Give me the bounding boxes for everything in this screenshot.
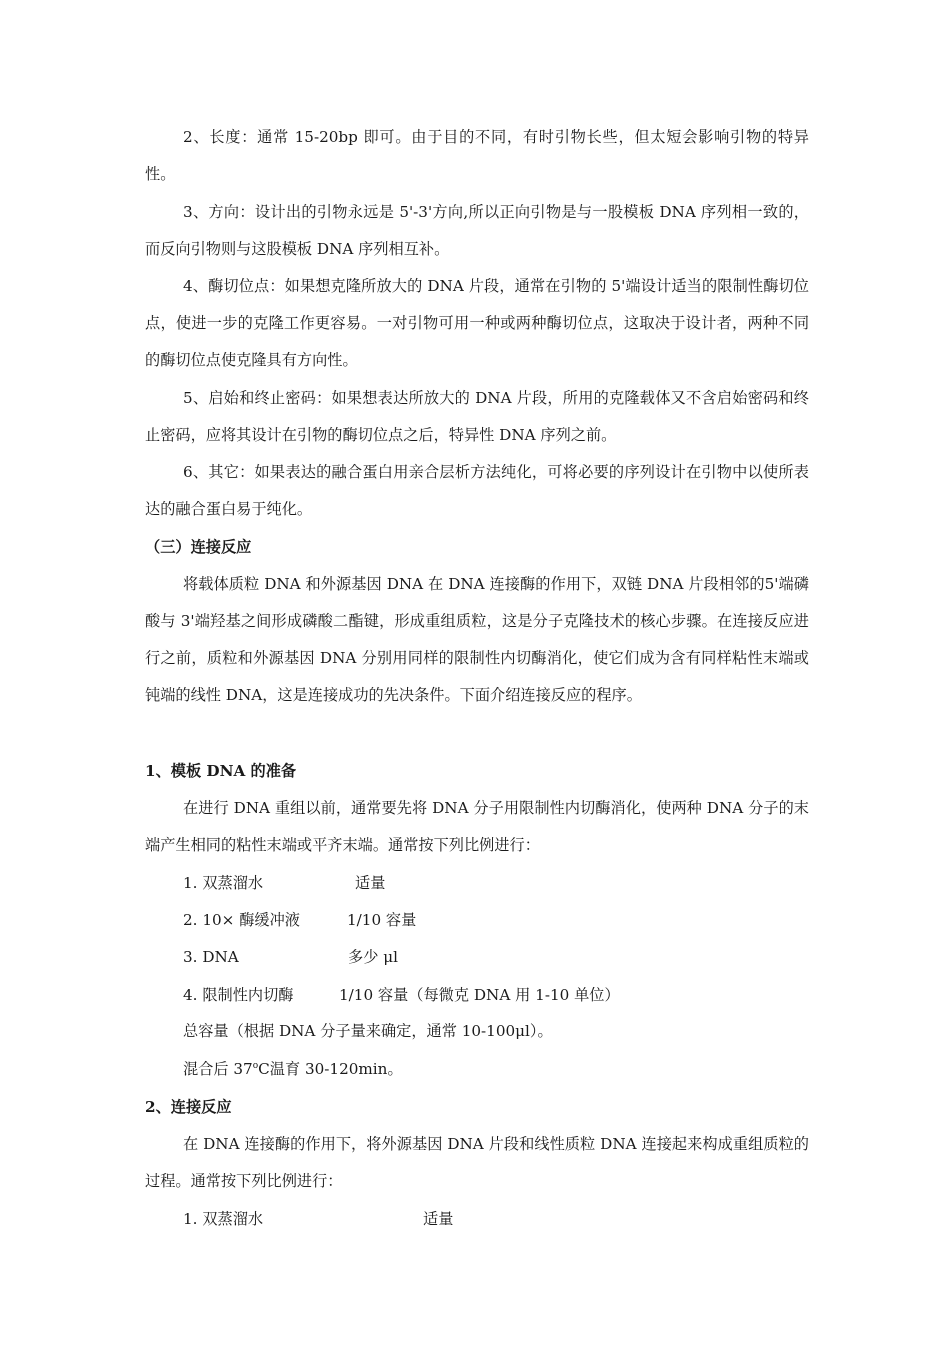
list-item-amount: 多少 μl — [348, 948, 398, 966]
paragraph-ligation-reaction: 在 DNA 连接酶的作用下，将外源基因 DNA 片段和线性质粒 DNA 连接起来构成重组质粒的过程。通常按下列比例进行： — [145, 1135, 809, 1190]
list-item-amount: 适量 — [355, 874, 386, 892]
paragraph-start-stop-codon: 5、启始和终止密码：如果想表达所放大的 DNA 片段，所用的克隆载体又不含启始密码和终止密码，应将其设计在引物的酶切位点之后，特异性 DNA 序列之前。 — [145, 389, 809, 444]
subheading-ligation-reaction: 2、连接反应 — [145, 1098, 232, 1116]
section-heading-ligation: （三）连接反应 — [145, 538, 252, 556]
paragraph-length: 2、长度：通常 15-20bp 即可。由于目的不同，有时引物长些，但太短会影响引物的特异性。 — [145, 128, 809, 183]
paragraph-direction: 3、方向：设计出的引物永远是 5'-3'方向,所以正向引物是与一股模板 DNA 序列相一致的，而反向引物则与这股模板 DNA 序列相互补。 — [145, 203, 809, 258]
subheading-template-prep: 1、模板 DNA 的准备 — [145, 762, 297, 780]
list-item-amount: 适量 — [423, 1210, 454, 1228]
list-item-amount: 1/10 容量（每微克 DNA 用 1-10 单位） — [339, 986, 620, 1004]
list-item-amount: 1/10 容量 — [347, 911, 417, 929]
list-item-name: 2. 10× 酶缓冲液 — [183, 911, 300, 929]
list-item-name: 1. 双蒸溜水 — [183, 874, 264, 892]
paragraph-template-prep: 在进行 DNA 重组以前，通常要先将 DNA 分子用限制性内切酶消化，使两种 DNA 分子的末端产生相同的粘性末端或平齐末端。通常按下列比例进行： — [145, 799, 809, 854]
incubation-note: 混合后 37$^o$C温育 30-120min。 — [183, 1060, 403, 1078]
list-item-name: 1. 双蒸溜水 — [183, 1210, 264, 1228]
total-volume-note: 总容量（根据 DNA 分子量来确定，通常 10-100μl）。 — [183, 1022, 553, 1040]
list-item-name: 4. 限制性内切酶 — [183, 986, 294, 1004]
list-item-name: 3. DNA — [183, 948, 239, 966]
paragraph-other: 6、其它：如果表达的融合蛋白用亲合层析方法纯化，可将必要的序列设计在引物中以使所表达的融合蛋白易于纯化。 — [145, 463, 809, 518]
paragraph-restriction-site: 4、酶切位点：如果想克隆所放大的 DNA 片段，通常在引物的 5'端设计适当的限制性酶切位点，使进一步的克隆工作更容易。一对引物可用一种或两种酶切位点，这取决于设计者，两种不同的酶切位点使克隆具有方向性。 — [145, 277, 809, 369]
paragraph-ligation-intro: 将载体质粒 DNA 和外源基因 DNA 在 DNA 连接酶的作用下，双链 DNA 片段相邻的5'端磷酸与 3'端羟基之间形成磷酸二酯键，形成重组质粒，这是分子克隆技术的核心步骤。在连接反应进行之前，质粒和外源基因 DNA 分别用同样的限制性内切酶消化，使它们成为含有同样粘性末端或钝端的线性 DNA，这是连接成功的先决条件。下面介绍连接反应的程序。 — [145, 575, 809, 704]
